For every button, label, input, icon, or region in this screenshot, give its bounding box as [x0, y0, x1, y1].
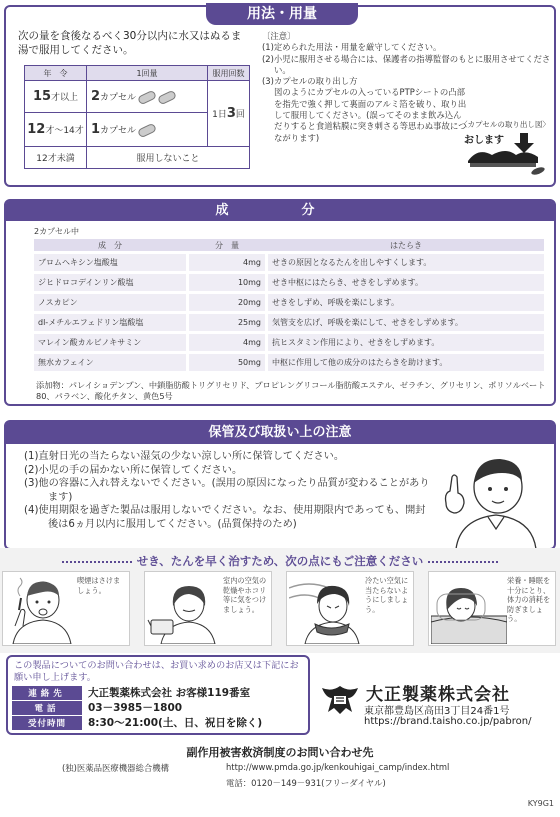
relief-phone: 電話：0120－149－931(フリーダイヤル) — [226, 778, 386, 788]
contact-value: 大正製薬株式会社 お客様119番室 — [88, 687, 251, 699]
relief-title: 副作用被害救済制度のお問い合わせ先 — [186, 746, 374, 759]
advice-tip: 栄養・睡眠を十分にとり、体力の消耗を防ぎましょう。 — [507, 576, 551, 623]
contact-row — [12, 685, 250, 700]
advice-panel-rest — [428, 571, 556, 646]
header-age: 年 令 — [25, 66, 87, 81]
capsule-removal-illustration — [462, 131, 552, 175]
capsule-icon — [137, 123, 157, 139]
storage-list — [24, 450, 432, 531]
advice-panel-cold — [286, 571, 414, 646]
frequency-number: 3 — [226, 106, 236, 121]
dose-unit: カプセル — [100, 126, 136, 136]
note-item: (2)小児に服用させる場合には、保護者の指導監督のもとに服用させてください。 — [262, 53, 551, 75]
storage-section — [4, 420, 556, 550]
contact-label: 連絡先 — [12, 686, 82, 700]
header-amount: 分 量 — [186, 239, 268, 251]
cleaning-woman-illustration — [147, 576, 223, 644]
relief-org: (独)医薬品医療機器総合機構 — [62, 763, 170, 773]
frequency-prefix: 1日 — [212, 110, 227, 120]
ingredient-action: せきの原因となるたんを出しやすくします。 — [268, 254, 544, 271]
ingredient-amount: 10mg — [186, 274, 268, 291]
smoking-man-illustration — [5, 576, 75, 644]
per-unit-label: 2カプセル中 — [34, 227, 80, 236]
phone-label: 電話 — [12, 701, 82, 715]
ingredients-title: 成 分 — [6, 201, 554, 221]
usage-title: 用法・用量 — [206, 3, 358, 25]
list-item: (3)他の容器に入れ替えないでください。(誤用の原因になったり品質が変わることがあります) — [24, 478, 430, 503]
ingredient-name: ジヒドロコデインリン酸塩 — [34, 274, 186, 291]
phone-value: 03－3985－1800 — [88, 702, 183, 714]
age-cell: 12才未満 — [25, 147, 87, 169]
usage-intro: 次の量を食後なるべく30分以内に水又はぬるま湯で服用してください。 — [18, 30, 242, 56]
ingredient-name: 無水カフェイン — [34, 354, 186, 371]
ingredients-section — [4, 199, 556, 406]
dose-unit: カプセル — [100, 93, 136, 103]
additives-text: 添加物：パレイショデンプン、中鎖脂肪酸トリグリセリド、プロピレングリコール脂肪酸エステル、ゼラチン、グリセリン、ポリソルベート80、パラベン、酸化チタン、黄色5号 — [36, 380, 546, 401]
ingredient-action: 気管支を広げ、呼吸を楽にして、せきをしずめます。 — [268, 314, 544, 331]
frequency-suffix: 回 — [235, 110, 245, 120]
header-dose: 1回量 — [87, 66, 208, 81]
ingredient-amount: 20mg — [186, 294, 268, 311]
list-item: (2)小児の手の届かない所に保管してください。 — [24, 464, 243, 476]
push-label: おします — [464, 135, 504, 146]
removal-caption: 〈カプセルの取り出し図〉 — [460, 120, 550, 129]
hours-label: 受付時間 — [12, 716, 82, 730]
note-detail: 図のようにカプセルの入っているPTPシートの凸部を指先で強く押して裏面のアルミ箔を破り、取り出して服用してください。(誤ってそのまま飲み込んだりすると食道粘膜に突き刺さる等思わぬ事故につながります) — [274, 87, 467, 143]
age-number: 15 — [32, 89, 52, 104]
ingredient-name: ブロムヘキシン塩酸塩 — [34, 254, 186, 271]
advice-title — [0, 553, 560, 569]
note-item: (3)カプセルの取り出し方 — [262, 76, 358, 87]
dosage-table — [24, 65, 250, 169]
advice-title-text: せき、たんを早く治すため、次の点にもご注意ください — [136, 554, 424, 568]
company-name: 大正製薬株式会社 — [366, 685, 510, 705]
note-item: (1)定められた用法・用量を厳守してください。 — [262, 42, 442, 53]
table-row — [34, 274, 544, 291]
table-row — [34, 334, 544, 351]
table-row — [34, 294, 544, 311]
relief-url[interactable]: http://www.pmda.go.jp/kenkouhigai_camp/index.html — [226, 762, 450, 772]
storage-title: 保管及び取扱い上の注意 — [6, 422, 554, 444]
header-frequency: 服用回数 — [208, 66, 250, 81]
product-code: KY9G1 — [527, 799, 554, 808]
taisho-eagle-logo — [322, 680, 358, 714]
advice-panel-air — [144, 571, 272, 646]
advice-tip: 喫煙はさけましょう。 — [77, 576, 121, 595]
dose-number: 1 — [91, 122, 101, 137]
ingredient-name: ノスカピン — [34, 294, 186, 311]
age-suffix: 才～14才 — [45, 126, 84, 136]
list-item: (4)使用期限を過ぎた製品は服用しないでください。なお、使用期限内であっても、開封後は6ヵ月以内に服用してください。(品質保持のため) — [24, 505, 426, 530]
company-url[interactable]: https://brand.taisho.co.jp/pabron/ — [364, 716, 532, 727]
phone-row — [12, 700, 182, 715]
capsule-icon — [137, 90, 157, 106]
notes-title: 〔注意〕 — [262, 31, 296, 41]
ingredient-action: 中枢に作用して他の成分のはたらきを助けます。 — [268, 354, 544, 371]
dose-number: 2 — [91, 89, 101, 104]
header-action: はたらき — [268, 239, 544, 251]
list-item: (1)直射日光の当たらない湿気の少ない涼しい所に保管してください。 — [24, 451, 345, 462]
ingredient-amount: 4mg — [186, 254, 268, 271]
table-row — [34, 314, 544, 331]
ingredients-table — [34, 236, 544, 374]
dose-cell: 服用しないこと — [87, 147, 250, 169]
ingredient-action: 抗ヒスタミン作用により、せきをしずめます。 — [268, 334, 544, 351]
contact-section — [6, 655, 310, 735]
pharmacist-illustration — [436, 447, 554, 549]
table-row — [25, 147, 250, 169]
usage-section — [4, 5, 556, 187]
ingredient-action: せき中枢にはたらき、せきをしずめます。 — [268, 274, 544, 291]
advice-tip: 冷たい空気に当たらないようにしましょう。 — [365, 576, 409, 614]
table-row — [34, 354, 544, 371]
company-address: 東京都豊島区高田3丁目24番1号 — [364, 706, 510, 717]
ingredient-amount: 25mg — [186, 314, 268, 331]
capsule-icon — [157, 90, 177, 106]
ingredient-action: せきをしずめ、呼吸を楽にします。 — [268, 294, 544, 311]
contact-intro: この製品についてのお問い合わせは、お買い求めのお店又は下記にお願い申し上げます。 — [14, 660, 299, 683]
sleeping-woman-illustration — [431, 576, 507, 644]
age-number: 12 — [27, 122, 46, 137]
table-row — [34, 254, 544, 271]
cold-wind-woman-illustration — [289, 576, 365, 644]
age-suffix: 才以上 — [51, 93, 79, 103]
table-row — [25, 81, 250, 113]
advice-tip: 室内の空気の乾燥やホコリ等に気をつけましょう。 — [223, 576, 267, 614]
ingredient-amount: 4mg — [186, 334, 268, 351]
header-ingredient: 成 分 — [34, 239, 186, 251]
hours-row — [12, 715, 262, 730]
advice-panel-smoking — [2, 571, 130, 646]
hours-value: 8:30～21:00(土、日、祝日を除く) — [88, 717, 263, 729]
ingredient-amount: 50mg — [186, 354, 268, 371]
ingredient-name: マレイン酸カルビノキサミン — [34, 334, 186, 351]
ingredient-name: dl-メチルエフェドリン塩酸塩 — [34, 314, 186, 331]
